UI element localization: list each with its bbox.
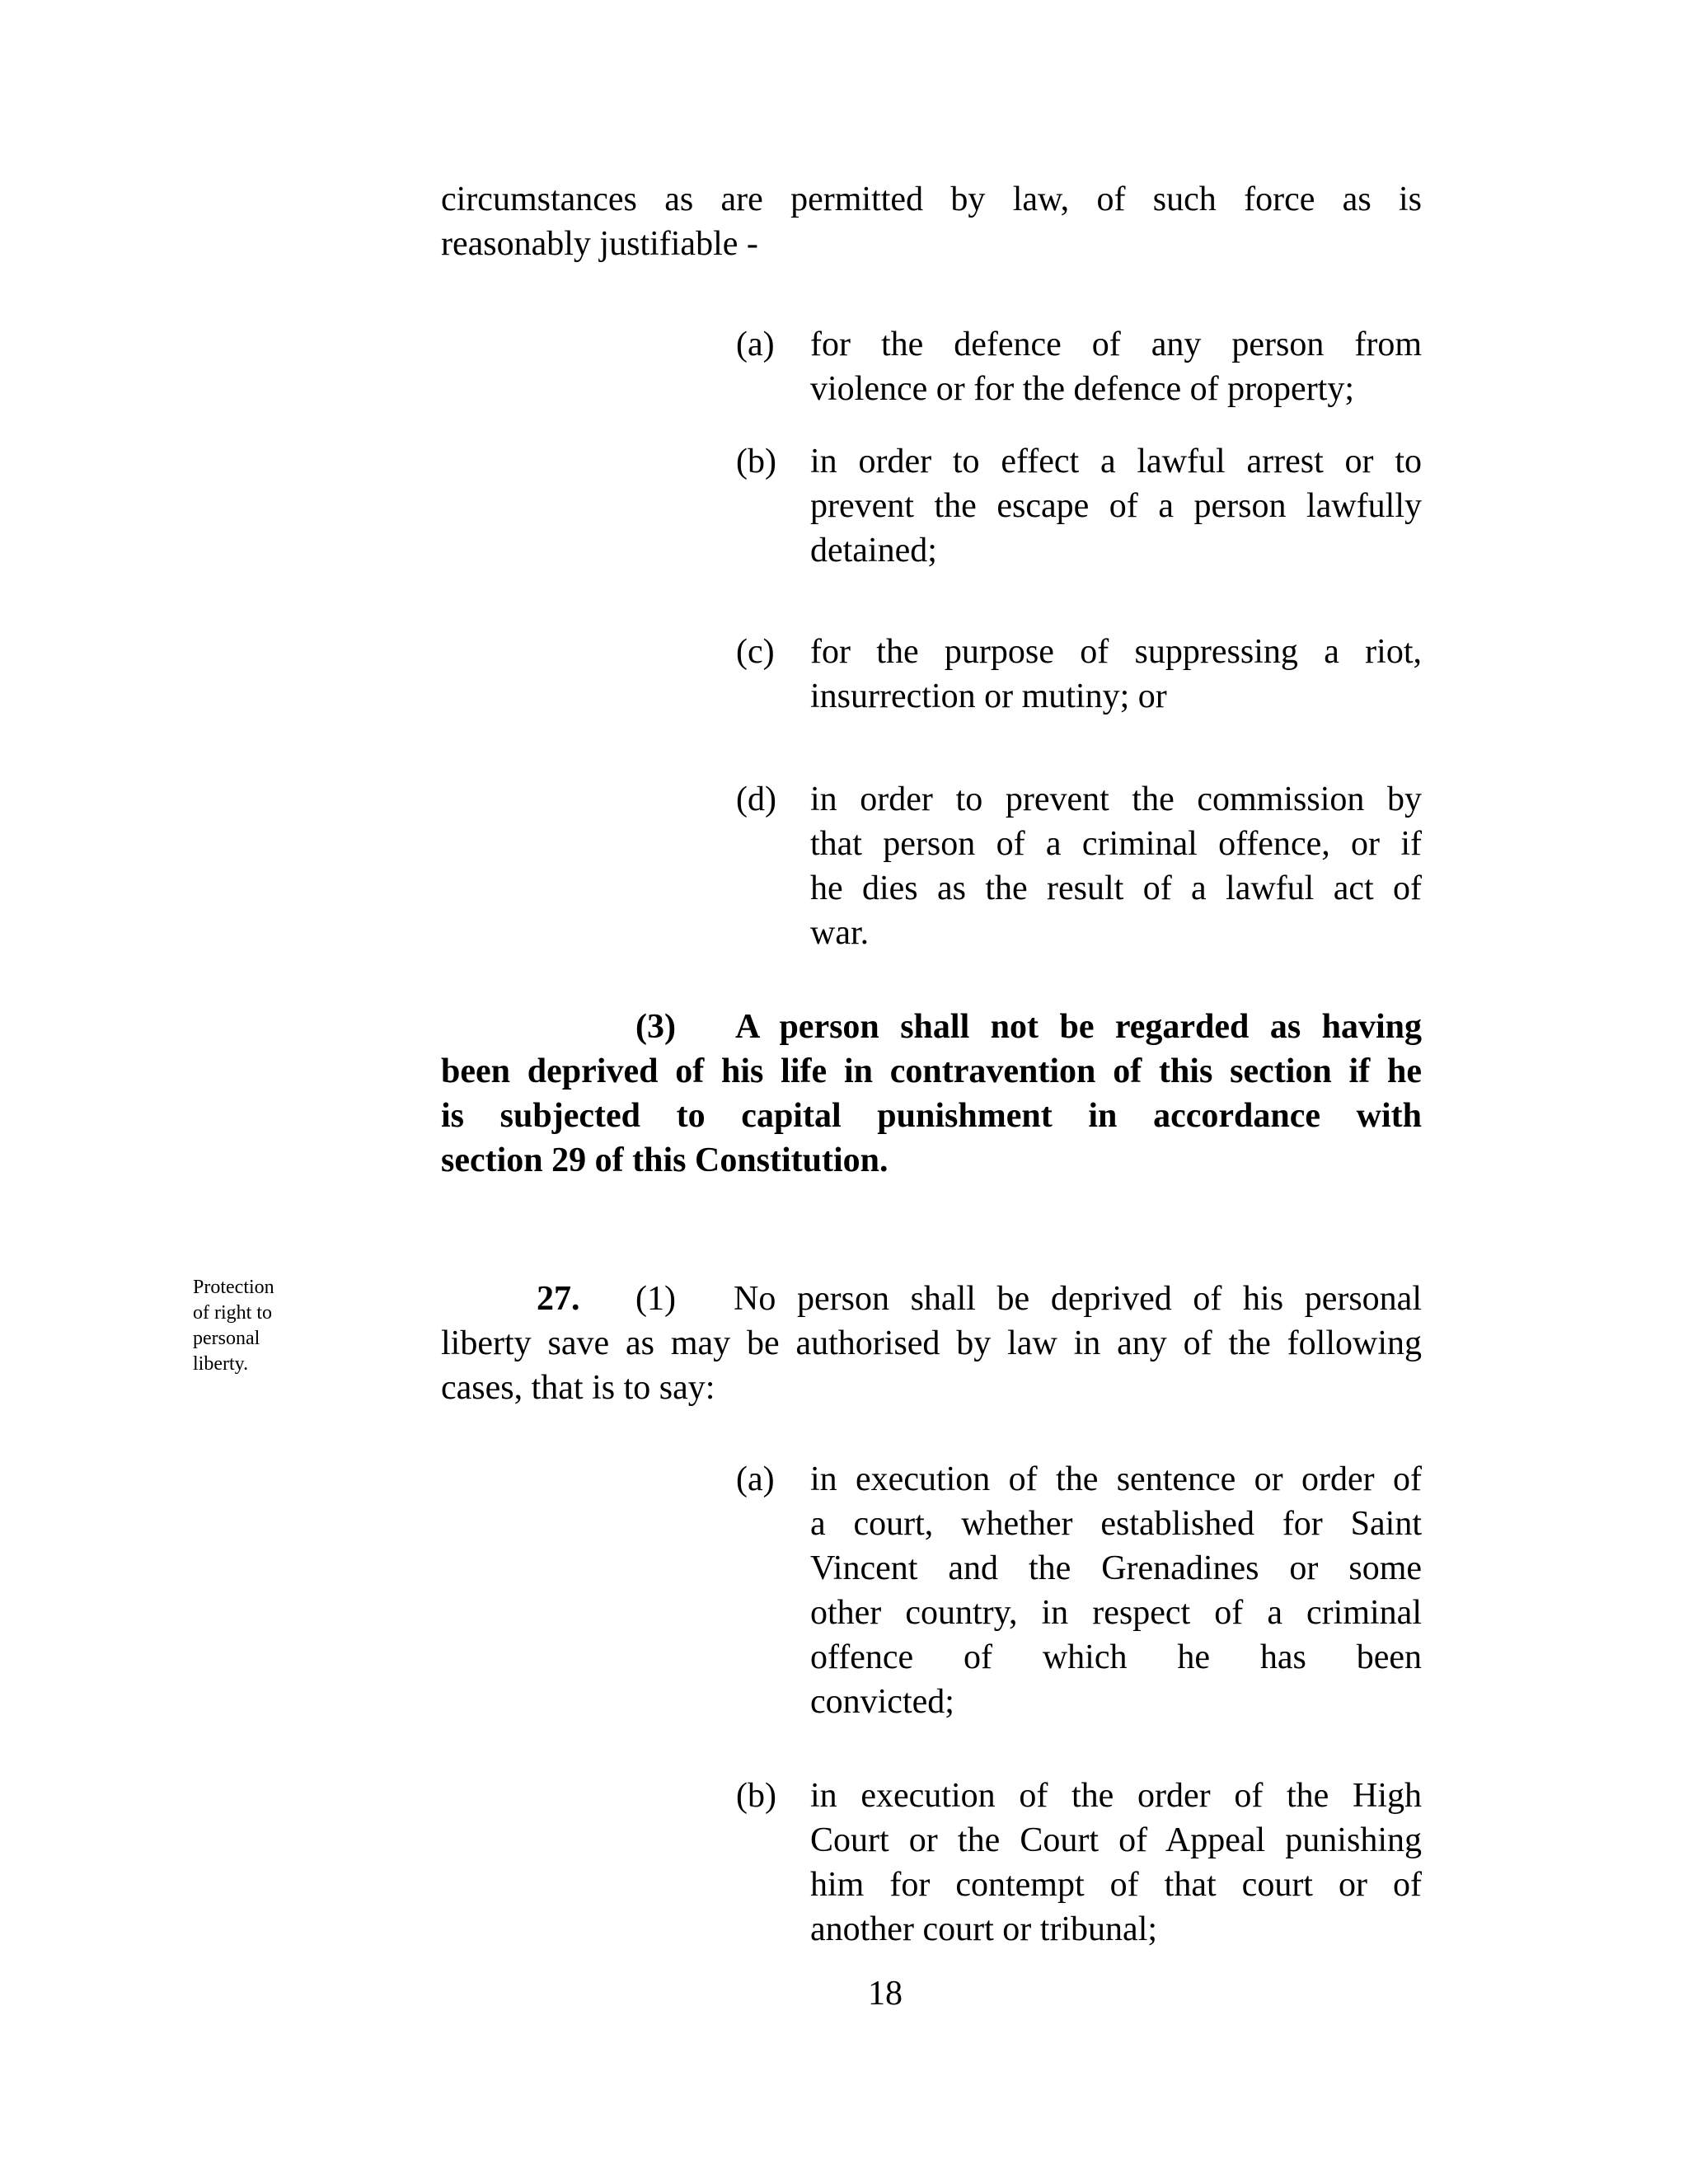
text-line: reasonably justifiable - bbox=[441, 225, 758, 263]
text-line: he dies as the result of a lawful act of bbox=[810, 869, 1422, 907]
text-line: liberty save as may be authorised by law in any of the following bbox=[441, 1324, 1422, 1362]
margin-note bbox=[193, 1275, 292, 1377]
margin-note-line: personal bbox=[193, 1328, 260, 1349]
subsection-3 bbox=[441, 1005, 1422, 1183]
margin-note-line: Protection bbox=[193, 1277, 274, 1298]
item-label: (d) bbox=[736, 780, 776, 818]
margin-note-line: liberty. bbox=[193, 1353, 249, 1375]
section-number: 27. bbox=[537, 1280, 580, 1318]
section-27 bbox=[441, 1277, 1422, 1410]
text-line: him for contempt of that court or of bbox=[810, 1866, 1422, 1904]
text-line: other country, in respect of a criminal bbox=[810, 1594, 1422, 1632]
text-line: convicted; bbox=[810, 1683, 954, 1721]
text-line: in execution of the sentence or order of bbox=[810, 1460, 1422, 1498]
page-number: 18 bbox=[868, 1975, 903, 2013]
item-label: (b) bbox=[736, 1777, 776, 1815]
margin-note-line: of right to bbox=[193, 1302, 272, 1324]
item-label: (b) bbox=[736, 443, 776, 480]
text-line: prevent the escape of a person lawfully bbox=[810, 487, 1422, 525]
text-line: Vincent and the Grenadines or some bbox=[810, 1549, 1422, 1587]
text-line: is subjected to capital punishment in accordance with bbox=[441, 1097, 1422, 1135]
text-line bbox=[441, 1005, 1422, 1049]
subsection-number: (3) bbox=[635, 1008, 676, 1046]
item-label: (a) bbox=[736, 1460, 775, 1498]
text-line: for the defence of any person from bbox=[810, 326, 1422, 363]
section-first-line: No person shall be deprived of his personal bbox=[734, 1280, 1422, 1318]
subsection-first-line: A person shall not be regarded as having bbox=[735, 1008, 1422, 1046]
text-line: for the purpose of suppressing a riot, bbox=[810, 633, 1422, 671]
text-line: detained; bbox=[810, 532, 937, 569]
text-line: circumstances as are permitted by law, of such force as is bbox=[441, 180, 1422, 218]
text-line: section 29 of this Constitution. bbox=[441, 1141, 889, 1179]
text-line: cases, that is to say: bbox=[441, 1369, 715, 1407]
item-label: (a) bbox=[736, 326, 775, 363]
text-line: been deprived of his life in contravention of this section if he bbox=[441, 1052, 1422, 1090]
text-line: offence of which he has been bbox=[810, 1638, 1422, 1676]
text-line: in order to effect a lawful arrest or to bbox=[810, 443, 1422, 480]
subsection-number: (1) bbox=[635, 1280, 676, 1318]
continuation-paragraph bbox=[441, 177, 1422, 266]
text-line: in order to prevent the commission by bbox=[810, 780, 1422, 818]
text-line: war. bbox=[810, 914, 870, 952]
text-line: another court or tribunal; bbox=[810, 1910, 1158, 1948]
text-line: in execution of the order of the High bbox=[810, 1777, 1422, 1815]
text-line: that person of a criminal offence, or if bbox=[810, 825, 1422, 863]
text-line: insurrection or mutiny; or bbox=[810, 677, 1167, 715]
text-line: Court or the Court of Appeal punishing bbox=[810, 1821, 1422, 1859]
text-line: a court, whether established for Saint bbox=[810, 1505, 1422, 1543]
text-line bbox=[441, 1277, 1422, 1321]
text-line: violence or for the defence of property; bbox=[810, 370, 1355, 408]
item-label: (c) bbox=[736, 633, 775, 671]
